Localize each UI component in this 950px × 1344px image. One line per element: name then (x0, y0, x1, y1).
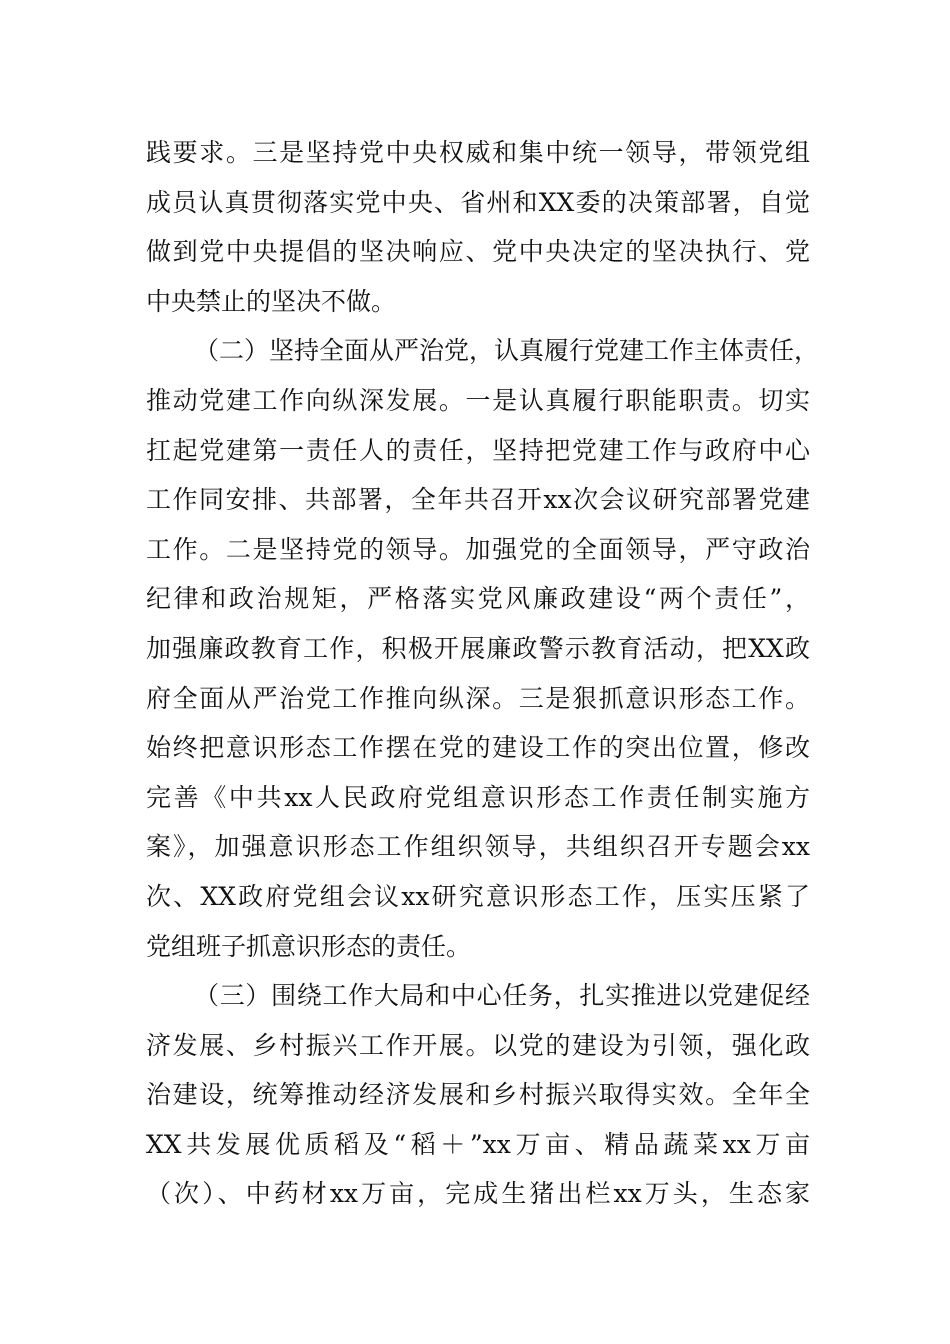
text-line: 工作。二是坚持党的领导。加强党的全面领导，严守政治 (146, 534, 810, 564)
text-line: 党组班子抓意识形态的责任。 (146, 931, 472, 961)
text-line: （次）、中药材xx万亩，完成生猪出栏xx万头，生态家 (146, 1179, 810, 1209)
text-line: 中央禁止的坚决不做。 (146, 286, 397, 316)
text-line: 案》，加强意识形态工作组织领导，共组织召开专题会xx (146, 832, 810, 862)
text-line: 推动党建工作向纵深发展。一是认真履行职能职责。切实 (146, 385, 810, 415)
text-line: 始终把意识形态工作摆在党的建设工作的突出位置，修改 (146, 733, 810, 763)
text-line: 做到党中央提倡的坚决响应、党中央决定的坚决执行、党 (146, 237, 810, 267)
text-line: 践要求。三是坚持党中央权威和集中统一领导，带领党组 (146, 138, 810, 167)
text-line: 治建设，统筹推动经济发展和乡村振兴取得实效。全年全 (146, 1080, 810, 1110)
text-line: 成员认真贯彻落实党中央、省州和XX委的决策部署，自觉 (146, 187, 810, 217)
text-line: 完善《中共xx人民政府党组意识形态工作责任制实施方 (146, 782, 810, 812)
paragraph-3 (146, 971, 810, 1219)
text-line: XX共发展优质稻及“稻＋”xx万亩、精品蔬菜xx万亩 (146, 1129, 810, 1159)
text-line: 府全面从严治党工作推向纵深。三是狠抓意识形态工作。 (146, 683, 810, 713)
text-line: 纪律和政治规矩，严格落实党风廉政建设“两个责任”， (146, 584, 810, 614)
text-line: 工作同安排、共部署，全年共召开xx次会议研究部署党建 (146, 485, 810, 515)
text-line: 加强廉政教育工作，积极开展廉政警示教育活动，把XX政 (146, 633, 810, 663)
paragraph-2 (146, 326, 820, 971)
text-line: 扛起党建第一责任人的责任，坚持把党建工作与政府中心 (146, 435, 810, 465)
paragraph-1 (146, 128, 810, 326)
text-line: （三）围绕工作大局和中心任务，扎实推进以党建促经 (194, 981, 810, 1011)
document-body (146, 128, 820, 1219)
text-line: 次、XX政府党组会议xx研究意识形态工作，压实压紧了 (146, 881, 810, 911)
text-line: （二）坚持全面从严治党，认真履行党建工作主体责任， (194, 336, 820, 366)
text-line: 济发展、乡村振兴工作开展。以党的建设为引领，强化政 (146, 1030, 810, 1060)
